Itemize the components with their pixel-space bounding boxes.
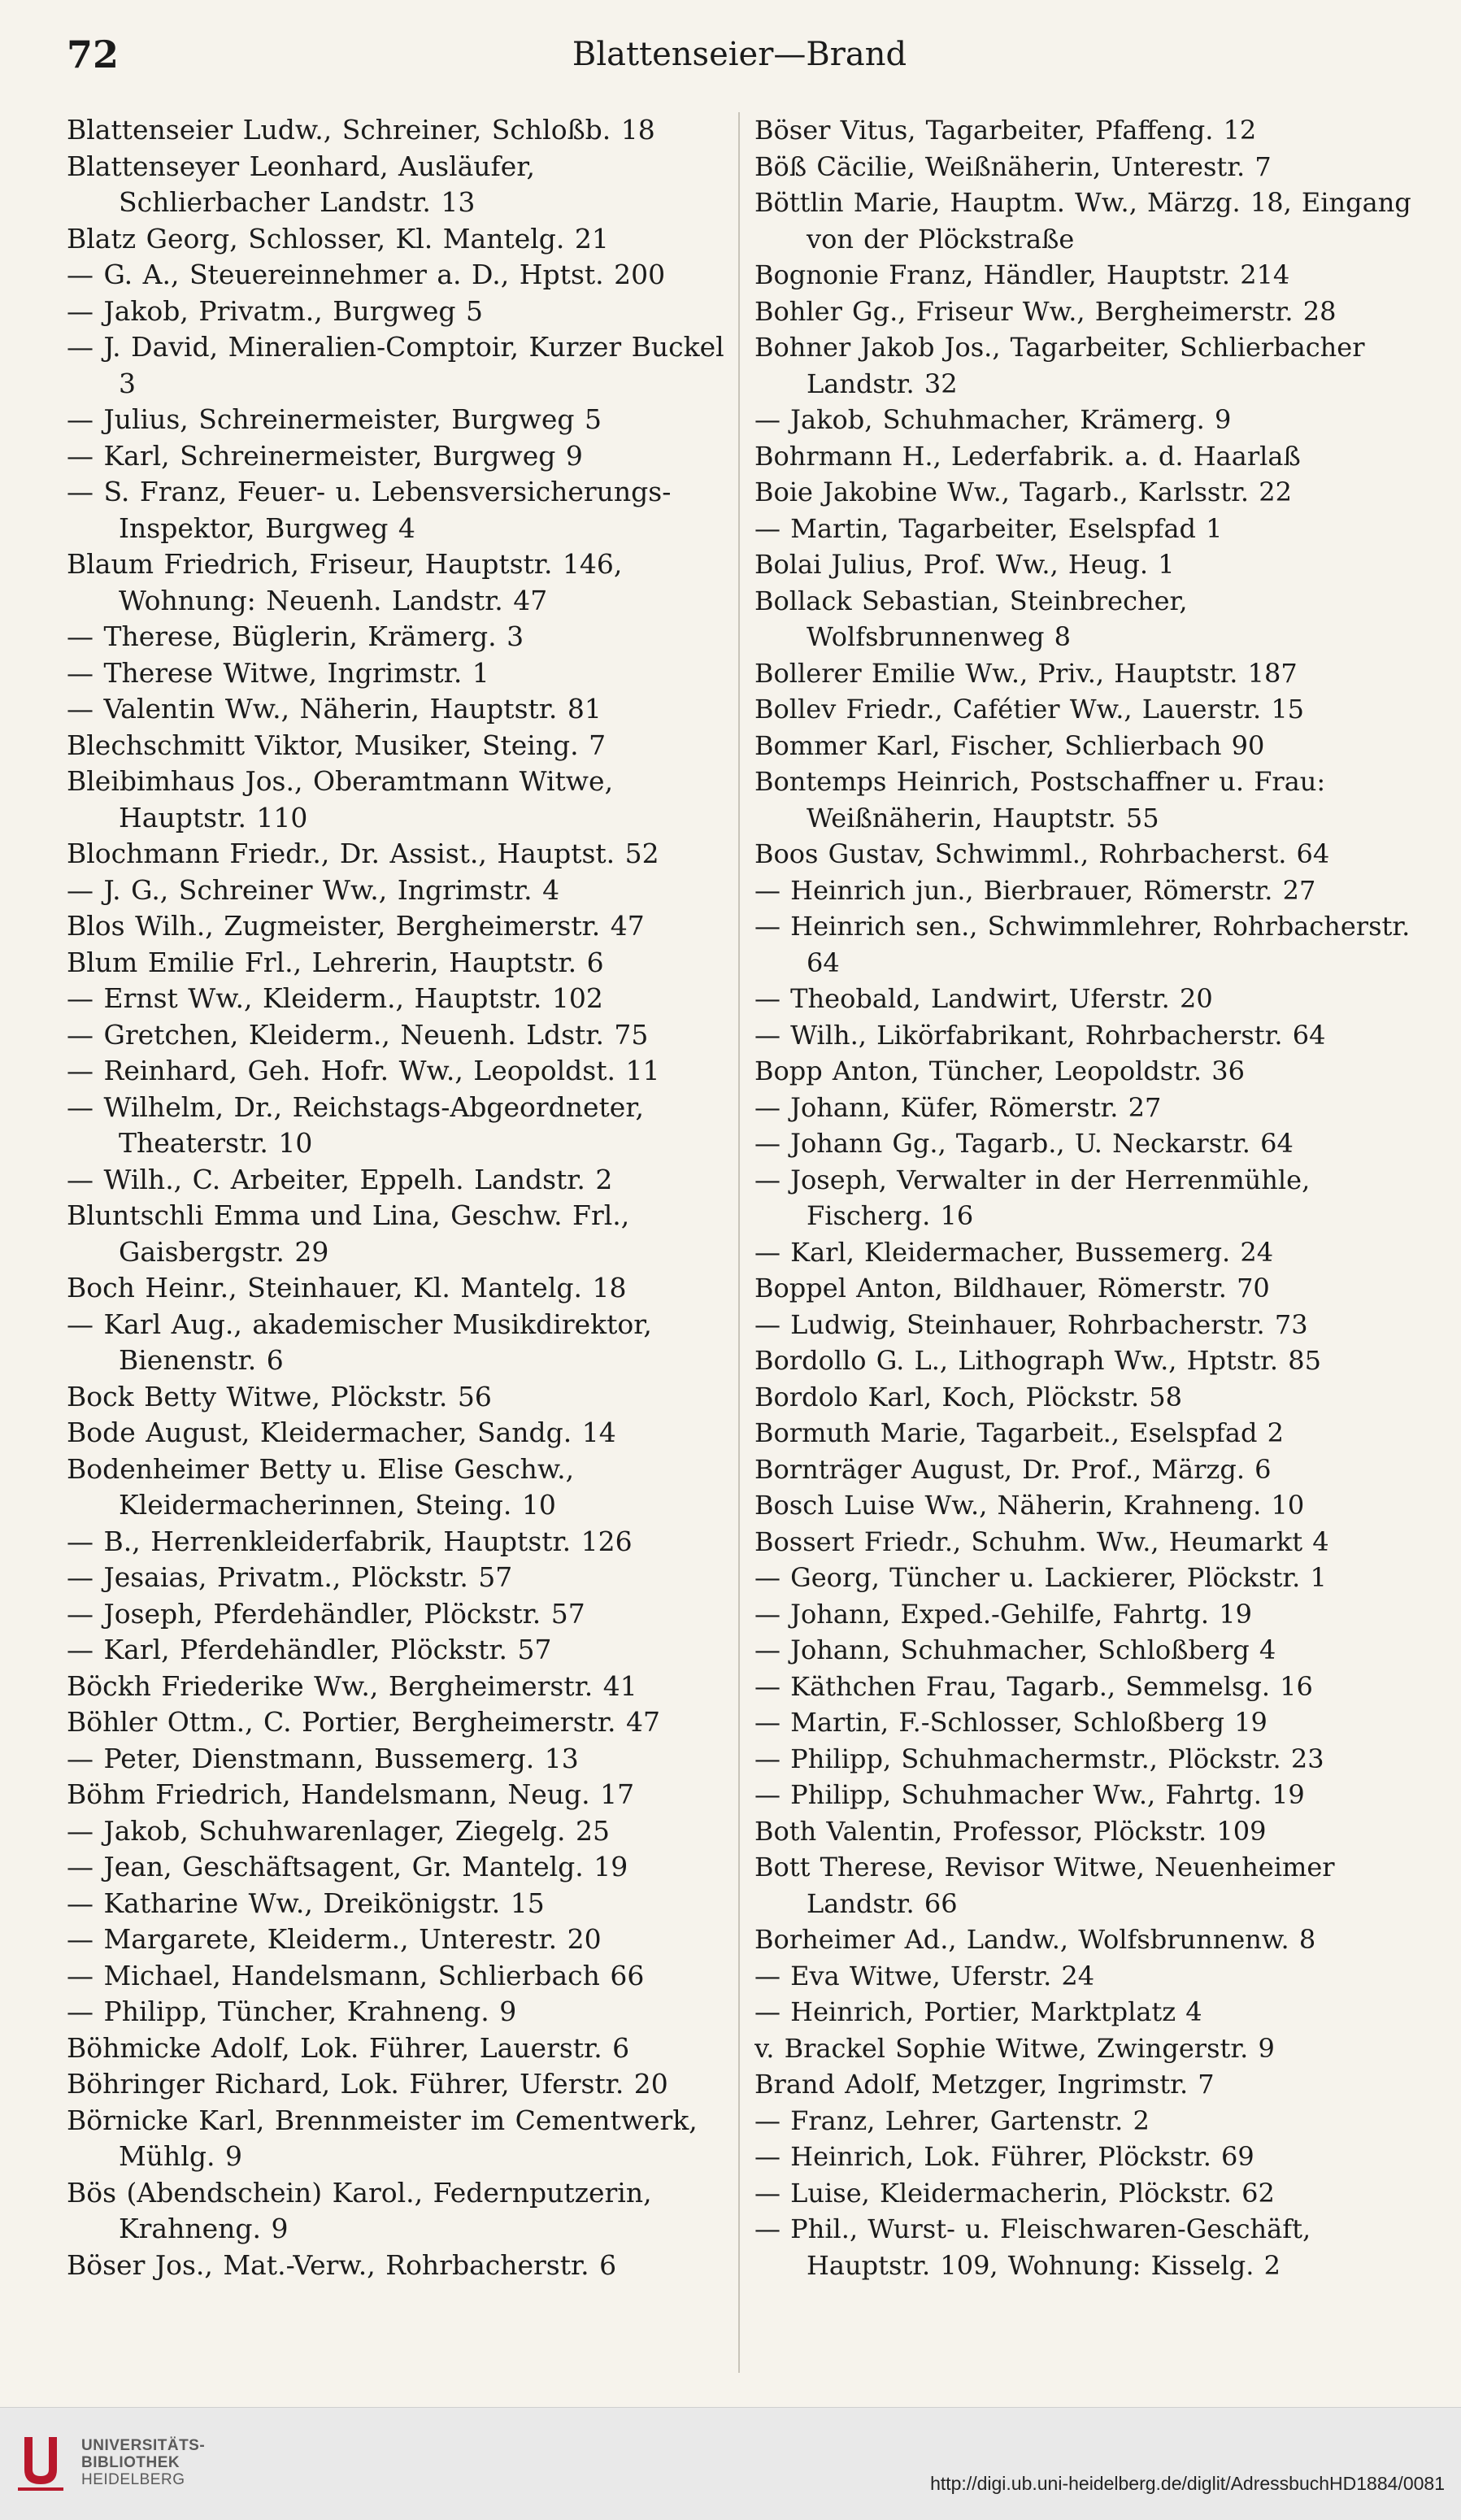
directory-entry: — Jakob, Schuhmacher, Krämerg. 9 xyxy=(754,404,1232,435)
directory-entry: — Therese Witwe, Ingrimstr. 1 xyxy=(67,656,489,689)
directory-entry: — Katharine Ww., Dreikönigstr. 15 xyxy=(67,1887,545,1919)
directory-entry: Bollev Friedr., Cafétier Ww., Lauerstr. 15 xyxy=(754,694,1305,725)
directory-entry: — Karl, Kleidermacher, Bussemerg. 24 xyxy=(754,1236,1274,1268)
page-header xyxy=(67,33,1412,89)
directory-entry: — Valentin Ww., Näherin, Hauptstr. 81 xyxy=(67,693,602,725)
directory-entry: Böhler Ottm., C. Portier, Bergheimerstr. 47 xyxy=(67,1706,661,1738)
directory-entry: — Theobald, Landwirt, Uferstr. 20 xyxy=(754,983,1213,1014)
directory-entry: — S. Franz, Feuer- u. Lebensversicherungs-Inspektor, Burgweg 4 xyxy=(67,476,672,544)
page-number: 72 xyxy=(67,33,120,76)
directory-entry: — Gretchen, Kleiderm., Neuenh. Ldstr. 75 xyxy=(67,1018,649,1051)
directory-entry: Bommer Karl, Fischer, Schlierbach 90 xyxy=(754,729,1265,761)
directory-entry: Bontemps Heinrich, Postschaffner u. Frau: Weißnäherin, Hauptstr. 55 xyxy=(754,766,1326,833)
directory-entry: — Karl, Pferdehändler, Plöckstr. 57 xyxy=(67,1634,552,1665)
directory-entry: — Ludwig, Steinhauer, Rohrbacherstr. 73 xyxy=(754,1308,1308,1340)
directory-entry: Böhm Friedrich, Handelsmann, Neug. 17 xyxy=(67,1778,635,1810)
directory-entry: Bolai Julius, Prof. Ww., Heug. 1 xyxy=(754,549,1175,580)
directory-entry: — Joseph, Verwalter in der Herrenmühle, Fischerg. 16 xyxy=(754,1164,1311,1231)
directory-entry: — B., Herrenkleiderfabrik, Hauptstr. 126 xyxy=(67,1525,633,1557)
directory-entry: — Johann, Küfer, Römerstr. 27 xyxy=(754,1091,1162,1123)
directory-entry: Boos Gustav, Schwimml., Rohrbacherst. 64 xyxy=(754,838,1330,869)
directory-entry: — Philipp, Schuhmacher Ww., Fahrtg. 19 xyxy=(754,1779,1305,1810)
directory-entry: — Heinrich sen., Schwimmlehrer, Rohrbacherstr. 64 xyxy=(754,911,1411,978)
directory-entry: Böttlin Marie, Hauptm. Ww., Märzg. 18, Eingang von der Plöckstraße xyxy=(754,187,1411,255)
directory-entry: Blattenseier Ludw., Schreiner, Schloßb. 18 xyxy=(67,114,655,146)
directory-entry: Bollack Sebastian, Steinbrecher, Wolfsbrunnenweg 8 xyxy=(754,585,1188,652)
directory-entry: — Phil., Wurst- u. Fleischwaren-Geschäft, Hauptstr. 109, Wohnung: Kisselg. 2 xyxy=(754,2213,1311,2281)
directory-entry: — Jean, Geschäftsagent, Gr. Mantelg. 19 xyxy=(67,1851,628,1882)
directory-entry: Boch Heinr., Steinhauer, Kl. Mantelg. 18 xyxy=(67,1272,627,1304)
directory-entry: Blos Wilh., Zugmeister, Bergheimerstr. 47 xyxy=(67,910,645,942)
directory-entry: — Heinrich, Lok. Führer, Plöckstr. 69 xyxy=(754,2141,1254,2172)
directory-entry: Blum Emilie Frl., Lehrerin, Hauptstr. 6 xyxy=(67,946,604,978)
directory-entry: Bock Betty Witwe, Plöckstr. 56 xyxy=(67,1380,492,1412)
directory-entry: — Michael, Handelsmann, Schlierbach 66 xyxy=(67,1959,645,1991)
directory-entry: — Wilh., C. Arbeiter, Eppelh. Landstr. 2 xyxy=(67,1163,613,1195)
directory-entry: — Luise, Kleidermacherin, Plöckstr. 62 xyxy=(754,2177,1275,2209)
right-column xyxy=(754,112,1415,2283)
directory-entry: Boie Jakobine Ww., Tagarb., Karlsstr. 22 xyxy=(754,477,1292,507)
directory-entry: — Käthchen Frau, Tagarb., Semmelsg. 16 xyxy=(754,1670,1313,1702)
source-url-link[interactable]: http://digi.ub.uni-heidelberg.de/diglit/AdressbuchHD1884/0081 xyxy=(930,2473,1445,2494)
directory-entry: Blatz Georg, Schlosser, Kl. Mantelg. 21 xyxy=(67,222,609,255)
directory-entry: — Georg, Tüncher u. Lackierer, Plöckstr. 1 xyxy=(754,1562,1327,1593)
directory-entry: — Jakob, Schuhwarenlager, Ziegelg. 25 xyxy=(67,1814,611,1847)
directory-entry: — Martin, Tagarbeiter, Eselspfad 1 xyxy=(754,512,1223,544)
directory-entry: Bornträger August, Dr. Prof., Märzg. 6 xyxy=(754,1453,1272,1485)
directory-entry: v. Brackel Sophie Witwe, Zwingerstr. 9 xyxy=(754,2032,1275,2064)
directory-entry: — Jakob, Privatm., Burgweg 5 xyxy=(67,294,484,327)
directory-entry: Boppel Anton, Bildhauer, Römerstr. 70 xyxy=(754,1273,1270,1304)
directory-entry: Bohrmann H., Lederfabrik. a. d. Haarlaß xyxy=(754,440,1301,472)
library-name xyxy=(81,2437,205,2488)
library-name-line2: BIBLIOTHEK xyxy=(81,2454,180,2471)
directory-entry: Bordolo Karl, Koch, Plöckstr. 58 xyxy=(754,1381,1183,1412)
directory-entry: — Philipp, Schuhmachermstr., Plöckstr. 23 xyxy=(754,1743,1324,1774)
left-column xyxy=(67,112,727,2283)
directory-entry: Bosch Luise Ww., Näherin, Krahneng. 10 xyxy=(754,1490,1305,1521)
directory-columns xyxy=(67,112,1424,2381)
directory-entry: Bös (Abendschein) Karol., Federnputzerin, Krahneng. 9 xyxy=(67,2176,652,2244)
directory-entry: Börnicke Karl, Brennmeister im Cementwerk, Mühlg. 9 xyxy=(67,2104,698,2172)
directory-entry: — Therese, Büglerin, Krämerg. 3 xyxy=(67,620,524,652)
ub-heidelberg-logo-icon xyxy=(16,2429,65,2494)
directory-entry: Both Valentin, Professor, Plöckstr. 109 xyxy=(754,1815,1267,1847)
directory-entry: Bohner Jakob Jos., Tagarbeiter, Schlierbacher Landstr. 32 xyxy=(754,332,1365,399)
column-divider xyxy=(738,112,740,2373)
running-head: Blattenseier—Brand xyxy=(572,36,907,73)
directory-entry: Böckh Friederike Ww., Bergheimerstr. 41 xyxy=(67,1669,637,1702)
directory-entry: — Franz, Lehrer, Gartenstr. 2 xyxy=(754,2104,1150,2136)
directory-entry: Bodenheimer Betty u. Elise Geschw., Kleidermacherinnen, Steing. 10 xyxy=(67,1452,575,1521)
directory-entry: Bohler Gg., Friseur Ww., Bergheimerstr. 28 xyxy=(754,295,1337,327)
directory-entry: Böß Cäcilie, Weißnäherin, Unterestr. 7 xyxy=(754,150,1272,182)
directory-entry: Bormuth Marie, Tagarbeit., Eselspfad 2 xyxy=(754,1417,1284,1448)
directory-entry: Brand Adolf, Metzger, Ingrimstr. 7 xyxy=(754,2069,1215,2100)
directory-entry: — Julius, Schreinermeister, Burgweg 5 xyxy=(67,403,602,435)
directory-entry: Böhmicke Adolf, Lok. Führer, Lauerstr. 6 xyxy=(67,2031,630,2064)
directory-entry: Böser Jos., Mat.-Verw., Rohrbacherstr. 6 xyxy=(67,2248,617,2281)
library-name-line3: HEIDELBERG xyxy=(81,2471,185,2488)
directory-entry: — Heinrich, Portier, Marktplatz 4 xyxy=(754,1996,1202,2027)
footer-bar xyxy=(0,2407,1461,2520)
directory-entry: — Heinrich jun., Bierbrauer, Römerstr. 27 xyxy=(754,874,1316,906)
directory-entry: Bognonie Franz, Händler, Hauptstr. 214 xyxy=(754,259,1290,290)
directory-entry: Bossert Friedr., Schuhm. Ww., Heumarkt 4 xyxy=(754,1525,1329,1557)
directory-entry: Blechschmitt Viktor, Musiker, Steing. 7 xyxy=(67,729,607,761)
directory-entry: — J. David, Mineralien-Comptoir, Kurzer Buckel 3 xyxy=(67,331,724,399)
directory-entry: Borheimer Ad., Landw., Wolfsbrunnenw. 8 xyxy=(754,1924,1316,1955)
directory-entry: — Johann, Schuhmacher, Schloßberg 4 xyxy=(754,1634,1276,1665)
library-name-line1: UNIVERSITÄTS- xyxy=(81,2437,206,2454)
directory-entry: Bleibimhaus Jos., Oberamtmann Witwe, Hauptstr. 110 xyxy=(67,765,614,833)
directory-entry: — Martin, F.-Schlosser, Schloßberg 19 xyxy=(754,1707,1268,1738)
directory-entry: Bordollo G. L., Lithograph Ww., Hptstr. 85 xyxy=(754,1345,1321,1376)
directory-entry: — Karl Aug., akademischer Musikdirektor, Bienenstr. 6 xyxy=(67,1308,652,1376)
directory-entry: Bott Therese, Revisor Witwe, Neuenheimer Landstr. 66 xyxy=(754,1852,1335,1919)
directory-entry: — Karl, Schreinermeister, Burgweg 9 xyxy=(67,439,583,472)
directory-entry: — Johann, Exped.-Gehilfe, Fahrtg. 19 xyxy=(754,1598,1252,1630)
directory-entry: — Ernst Ww., Kleiderm., Hauptstr. 102 xyxy=(67,982,603,1014)
directory-entry: — Peter, Dienstmann, Bussemerg. 13 xyxy=(67,1742,579,1774)
directory-entry: Bluntschli Emma und Lina, Geschw. Frl., Gaisbergstr. 29 xyxy=(67,1199,630,1268)
directory-entry: — Joseph, Pferdehändler, Plöckstr. 57 xyxy=(67,1597,585,1630)
directory-entry: Bollerer Emilie Ww., Priv., Hauptstr. 187 xyxy=(754,657,1298,689)
directory-entry: — G. A., Steuereinnehmer a. D., Hptst. 200 xyxy=(67,259,666,290)
directory-entry: — Wilhelm, Dr., Reichstags-Abgeordneter, Theaterstr. 10 xyxy=(67,1090,644,1159)
directory-entry: — Eva Witwe, Uferstr. 24 xyxy=(754,1960,1095,1991)
directory-entry: Blaum Friedrich, Friseur, Hauptstr. 146, Wohnung: Neuenh. Landstr. 47 xyxy=(67,548,623,616)
directory-entry: — Margarete, Kleiderm., Unterestr. 20 xyxy=(67,1923,602,1955)
directory-entry: — Johann Gg., Tagarb., U. Neckarstr. 64 xyxy=(754,1128,1294,1159)
directory-entry: — Reinhard, Geh. Hofr. Ww., Leopoldst. 11 xyxy=(67,1055,660,1086)
directory-entry: Böhringer Richard, Lok. Führer, Uferstr. 20 xyxy=(67,2068,668,2100)
directory-entry: Bode August, Kleidermacher, Sandg. 14 xyxy=(67,1417,616,1448)
directory-entry: — Jesaias, Privatm., Plöckstr. 57 xyxy=(67,1561,513,1593)
directory-entry: Blochmann Friedr., Dr. Assist., Hauptst. 52 xyxy=(67,838,659,869)
directory-entry: — J. G., Schreiner Ww., Ingrimstr. 4 xyxy=(67,873,560,906)
directory-entry: Böser Vitus, Tagarbeiter, Pfaffeng. 12 xyxy=(754,115,1257,146)
directory-entry: Bopp Anton, Tüncher, Leopoldstr. 36 xyxy=(754,1055,1245,1086)
directory-entry: — Philipp, Tüncher, Krahneng. 9 xyxy=(67,1996,517,2027)
directory-entry: — Wilh., Likörfabrikant, Rohrbacherstr. 64 xyxy=(754,1019,1326,1051)
directory-entry: Blattenseyer Leonhard, Ausläufer, Schlierbacher Landstr. 13 xyxy=(67,150,535,218)
